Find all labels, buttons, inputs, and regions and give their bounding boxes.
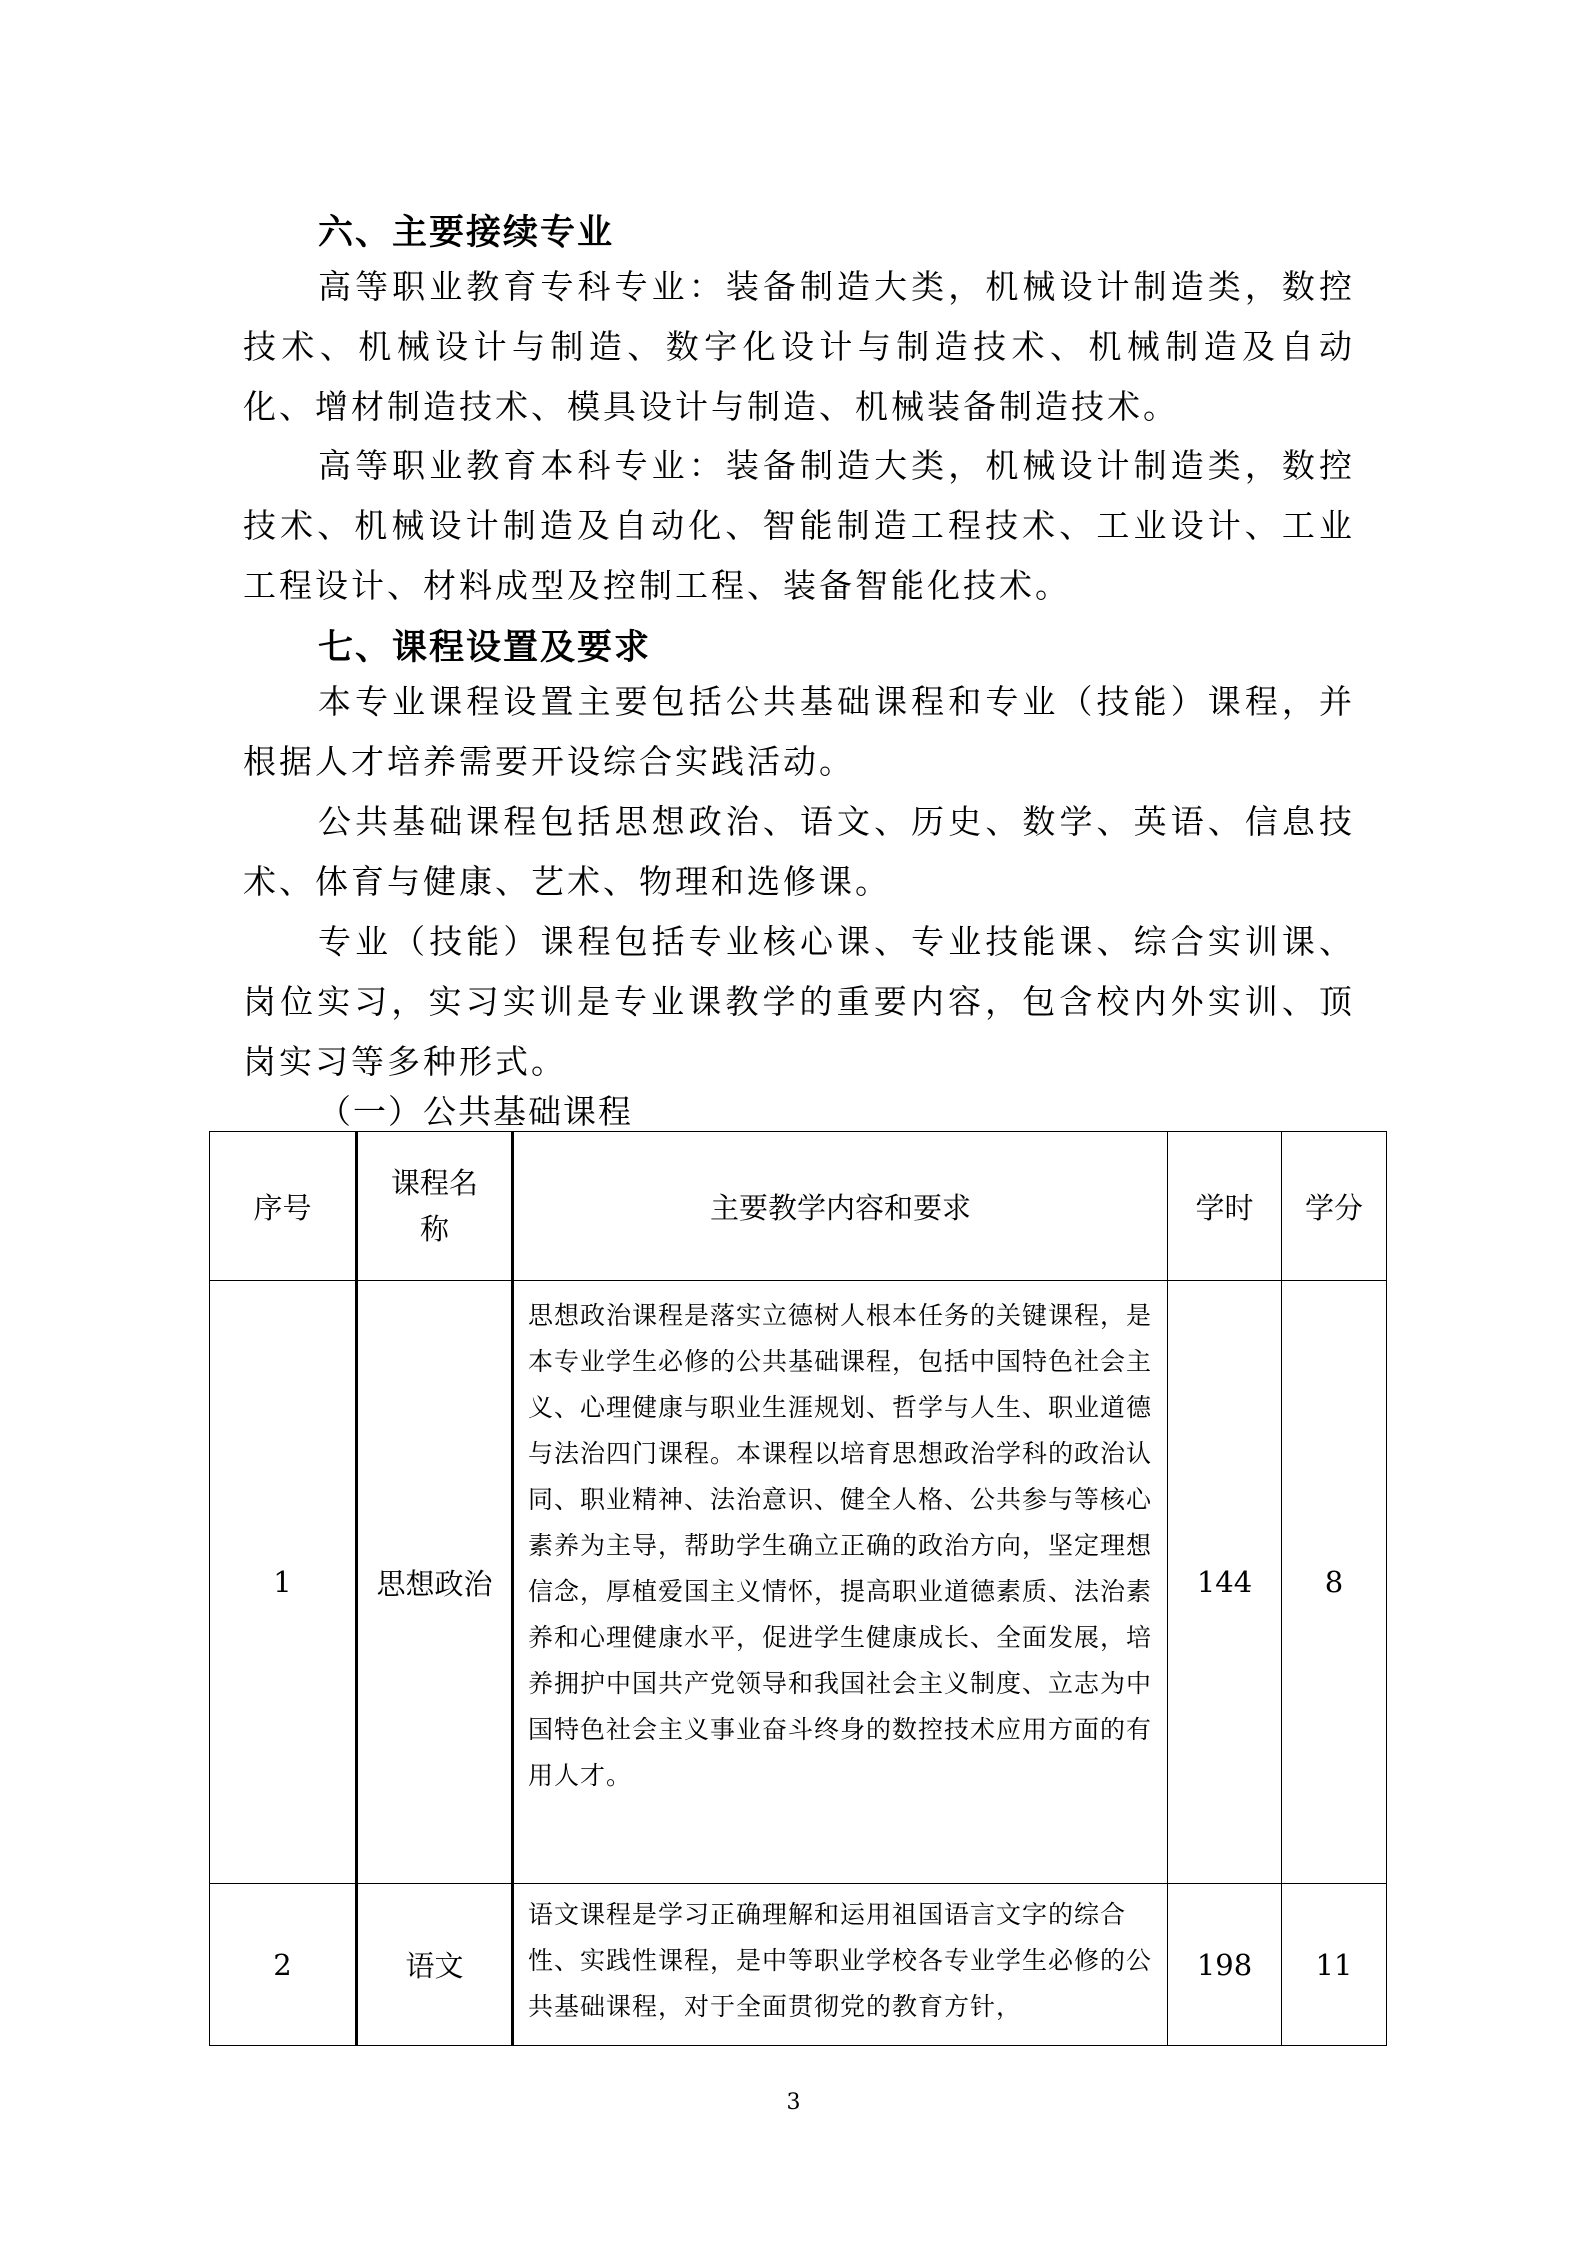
paragraph-professional-courses: 专业（技能）课程包括专业核心课、专业技能课、综合实训课、岗位实习，实习实训是专业课教学的重要内容，包含校内外实训、顶岗实习等多种形式。 bbox=[243, 922, 1355, 1081]
cell-hours: 198 bbox=[1168, 1884, 1282, 2046]
cell-course-name: 思想政治 bbox=[357, 1281, 513, 1884]
cell-no: 2 bbox=[210, 1884, 357, 2046]
page-number: 3 bbox=[786, 2090, 801, 2115]
cell-course-name: 语文 bbox=[357, 1884, 513, 2046]
cell-content: 语文课程是学习正确理解和运用祖国语言文字的综合性、实践性课程，是中等职业学校各专业学生必修的公共基础课程，对于全面贯彻党的教育方针， bbox=[513, 1884, 1168, 2046]
subsection-heading-public-courses: （一）公共基础课程 bbox=[318, 1092, 633, 1131]
cell-content: 思想政治课程是落实立德树人根本任务的关键课程，是本专业学生必修的公共基础课程，包括中国特色社会主义、心理健康与职业生涯规划、哲学与人生、职业道德与法治四门课程。本课程以培育思想政治学科的政治认同、职业精神、法治意识、健全人格、公共参与等核心素养为主导，帮助学生确立正确的政治方向，坚定理想信念，厚植爱国主义情怀，提高职业道德素质、法治素养和心理健康水平，促进学生健康成长、全面发展，培养拥护中国共产党领导和我国社会主义制度、立志为中国特色社会主义事业奋斗终身的数控技术应用方面的有用人才。 bbox=[513, 1281, 1168, 1884]
paragraph-vocational-college: 高等职业教育专科专业：装备制造大类，机械设计制造类，数控技术、机械设计与制造、数字化设计与制造技术、机械制造及自动化、增材制造技术、模具设计与制造、机械装备制造技术。 bbox=[243, 267, 1355, 426]
cell-credits: 8 bbox=[1282, 1281, 1387, 1884]
header-course-name: 课程名称 bbox=[357, 1132, 513, 1281]
cell-hours: 144 bbox=[1168, 1281, 1282, 1884]
header-no: 序号 bbox=[210, 1132, 357, 1281]
cell-credits: 11 bbox=[1282, 1884, 1387, 2046]
section-heading-6: 六、主要接续专业 bbox=[318, 212, 615, 253]
table-header-row bbox=[210, 1132, 1387, 1281]
header-content: 主要教学内容和要求 bbox=[513, 1132, 1168, 1281]
cell-no: 1 bbox=[210, 1281, 357, 1884]
table-row bbox=[210, 1281, 1387, 1884]
paragraph-course-overview: 本专业课程设置主要包括公共基础课程和专业（技能）课程，并根据人才培养需要开设综合实践活动。 bbox=[243, 682, 1355, 781]
header-hours: 学时 bbox=[1168, 1132, 1282, 1281]
header-credits: 学分 bbox=[1282, 1132, 1387, 1281]
course-table bbox=[209, 1131, 1387, 2046]
paragraph-public-courses: 公共基础课程包括思想政治、语文、历史、数学、英语、信息技术、体育与健康、艺术、物理和选修课。 bbox=[243, 802, 1355, 901]
section-heading-7: 七、课程设置及要求 bbox=[318, 627, 652, 668]
paragraph-vocational-undergrad: 高等职业教育本科专业：装备制造大类，机械设计制造类，数控技术、机械设计制造及自动化、智能制造工程技术、工业设计、工业工程设计、材料成型及控制工程、装备智能化技术。 bbox=[243, 446, 1355, 605]
table-row bbox=[210, 1884, 1387, 2046]
